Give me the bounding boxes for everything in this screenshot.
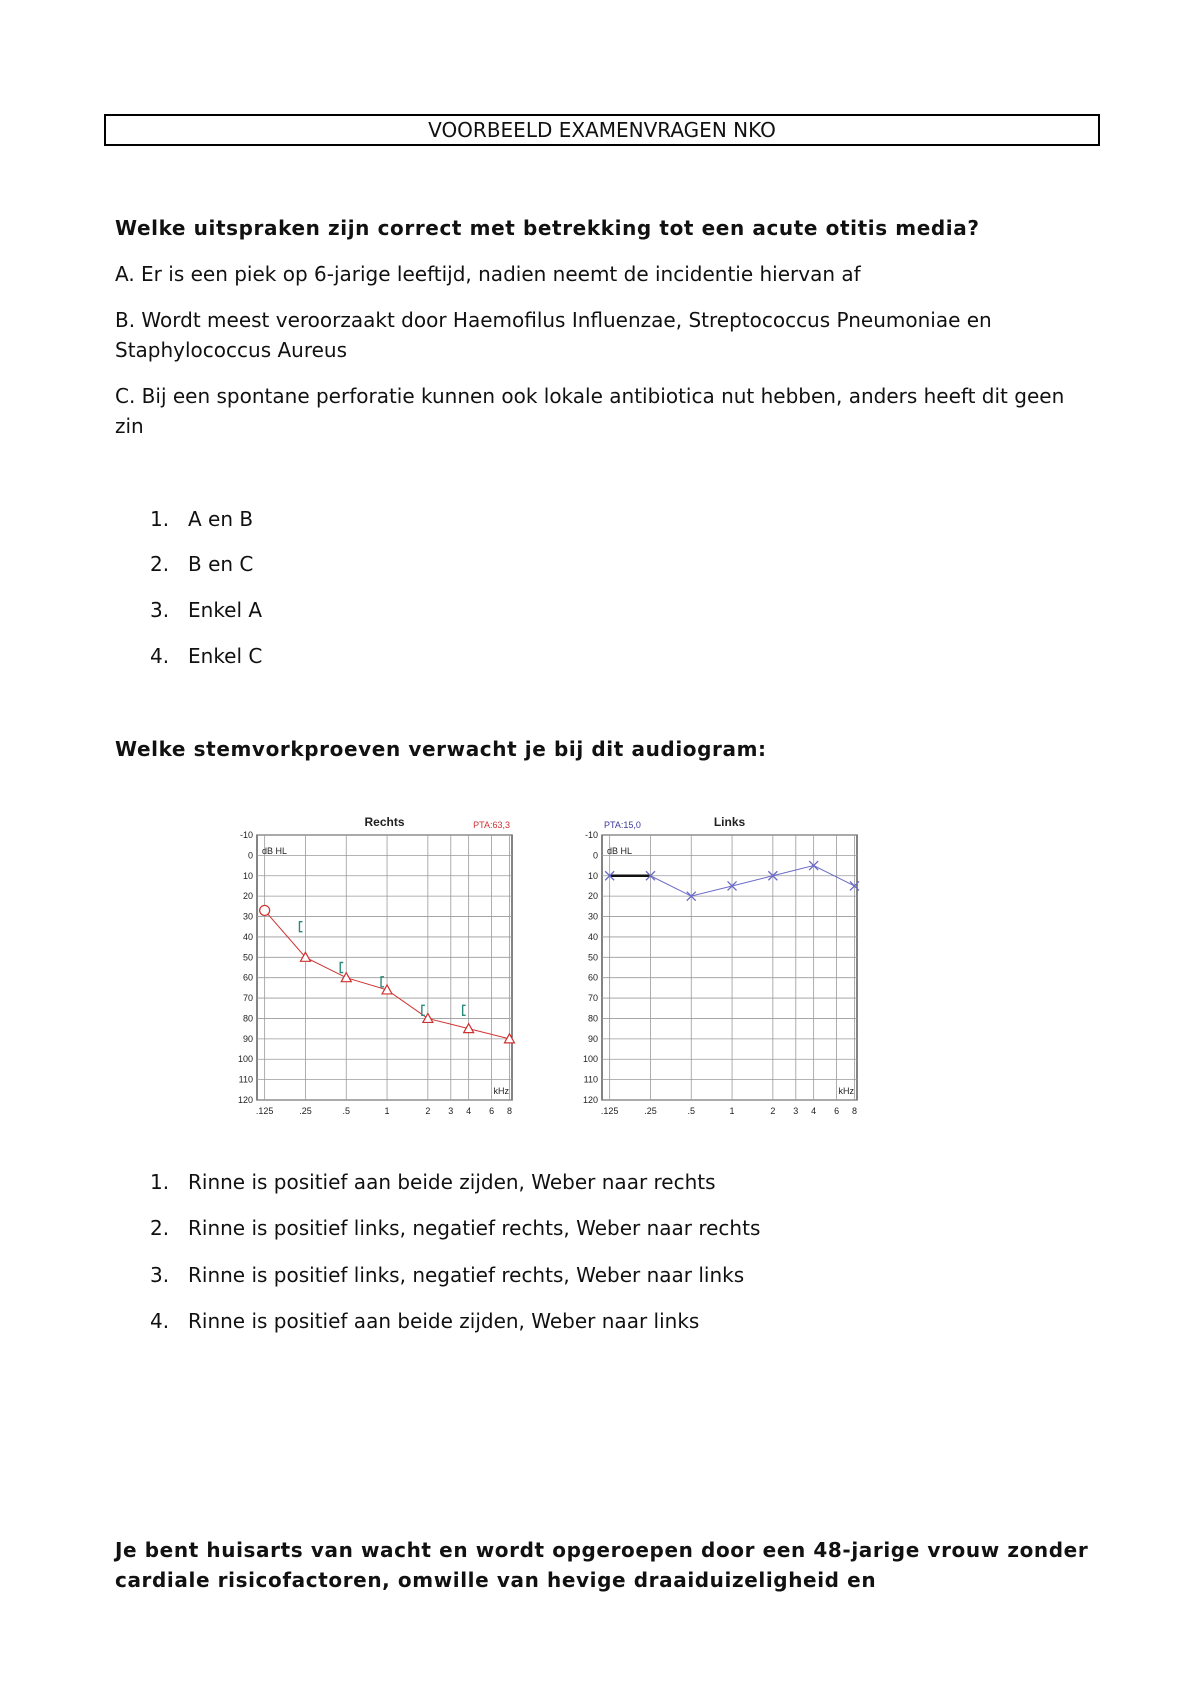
x-tick-label: .25 <box>299 1106 312 1116</box>
y-tick-label: 50 <box>242 952 253 963</box>
option-text: Enkel C <box>188 644 263 668</box>
x-tick-label: .125 <box>255 1106 274 1116</box>
q2-option-3 <box>150 1260 744 1290</box>
y-tick-label: 40 <box>242 931 253 942</box>
x-tick-label: .5 <box>342 1106 351 1116</box>
q2-option-2 <box>150 1213 760 1243</box>
audiogram-right-svg <box>225 810 525 1140</box>
y-tick-label: 100 <box>237 1054 253 1065</box>
y-tick-label: 30 <box>242 911 253 922</box>
x-tick-label: .25 <box>644 1106 657 1116</box>
option-number: 2. <box>150 552 170 576</box>
bone-conduction-point <box>381 977 384 987</box>
y-tick-label: 90 <box>587 1033 598 1044</box>
option-number: 4. <box>150 644 170 668</box>
statement-c: C. Bij een spontane perforatie kunnen ook lokale antibiotica nut hebben, anders heeft dit geen zin <box>115 384 1065 438</box>
y-tick-label: 60 <box>242 972 253 983</box>
x-tick-label: 1 <box>729 1106 735 1116</box>
y-tick-label: 120 <box>237 1095 253 1105</box>
y-tick-label: 90 <box>242 1033 253 1044</box>
y-tick-label: 70 <box>242 993 253 1004</box>
x-tick-label: 1 <box>384 1106 390 1116</box>
option-text: Rinne is positief aan beide zijden, Weber naar links <box>188 1309 700 1333</box>
x-tick-label: 4 <box>811 1106 817 1116</box>
y-tick-label: 20 <box>242 891 253 902</box>
x-tick-label: .125 <box>600 1106 619 1116</box>
y-tick-label: 70 <box>587 993 598 1004</box>
y-tick-label: 120 <box>582 1095 598 1105</box>
bone-conduction-point <box>340 963 343 973</box>
y-axis-label: dB HL <box>262 846 288 856</box>
option-text: B en C <box>188 552 254 576</box>
bone-conduction-point <box>422 1005 425 1015</box>
option-text: Enkel A <box>188 598 263 622</box>
q1-option-4 <box>150 641 262 671</box>
option-number: 4. <box>150 1309 170 1333</box>
option-number: 1. <box>150 1170 170 1194</box>
chart-title: Rechts <box>364 815 405 829</box>
option-number: 1. <box>150 507 170 531</box>
y-tick-label: 10 <box>587 870 598 881</box>
x-tick-label: 4 <box>466 1106 472 1116</box>
y-tick-label: 20 <box>587 891 598 902</box>
y-tick-label: 60 <box>587 972 598 983</box>
y-tick-label: 110 <box>238 1074 253 1085</box>
x-tick-label: 8 <box>851 1106 857 1116</box>
bone-conduction-point <box>463 1005 466 1015</box>
y-tick-label: -10 <box>584 830 598 840</box>
option-text: Rinne is positief links, negatief rechts, Weber naar rechts <box>188 1216 761 1240</box>
x-tick-label: 6 <box>834 1106 840 1116</box>
question-3: Je bent huisarts van wacht en wordt opgeroepen door een 48-jarige vrouw zonder cardiale risicofactoren, omwille van hevige draaiduizeligheid en <box>115 1538 1089 1592</box>
option-text: Rinne is positief aan beide zijden, Weber naar rechts <box>188 1170 716 1194</box>
q1-option-3 <box>150 595 262 625</box>
y-tick-label: 0 <box>247 850 253 861</box>
question-1: Welke uitspraken zijn correct met betrekking tot een acute otitis media? <box>115 216 980 240</box>
x-axis-label: kHz <box>493 1086 509 1096</box>
plot-frame <box>257 835 512 1100</box>
q2-option-1 <box>150 1167 716 1197</box>
q1-option-2 <box>150 549 253 579</box>
y-tick-label: 50 <box>587 952 598 963</box>
page-title <box>104 114 1100 146</box>
y-tick-label: 30 <box>587 911 598 922</box>
y-tick-label: 40 <box>587 931 598 942</box>
bone-conduction-point <box>299 922 302 932</box>
y-tick-label: 10 <box>242 870 253 881</box>
y-tick-label: 100 <box>582 1054 598 1065</box>
question-2: Welke stemvorkproeven verwacht je bij dit audiogram: <box>115 737 767 761</box>
pta-label: PTA:15,0 <box>604 820 641 830</box>
y-tick-label: 80 <box>242 1013 253 1024</box>
y-axis-label: dB HL <box>607 846 633 856</box>
x-axis-label: kHz <box>838 1086 854 1096</box>
option-text: A en B <box>188 507 254 531</box>
x-tick-label: 3 <box>793 1106 799 1116</box>
page-title-text: VOORBEELD EXAMENVRAGEN NKO <box>428 118 776 142</box>
statement-a: A. Er is een piek op 6-jarige leeftijd, nadien neemt de incidentie hiervan af <box>115 262 861 286</box>
x-tick-label: 2 <box>770 1106 776 1116</box>
pta-label: PTA:63,3 <box>473 820 510 830</box>
x-tick-label: 8 <box>506 1106 512 1116</box>
y-tick-label: 80 <box>587 1013 598 1024</box>
option-number: 2. <box>150 1216 170 1240</box>
audiogram-left <box>570 810 870 1146</box>
chart-title: Links <box>713 815 746 829</box>
data-point <box>260 905 270 915</box>
audiogram-left-svg <box>570 810 870 1140</box>
y-tick-label: -10 <box>239 830 253 840</box>
option-text: Rinne is positief links, negatief rechts, Weber naar links <box>188 1263 745 1287</box>
option-number: 3. <box>150 598 170 622</box>
y-tick-label: 110 <box>583 1074 598 1085</box>
audiogram-right <box>225 810 525 1146</box>
q2-option-4 <box>150 1306 699 1336</box>
option-number: 3. <box>150 1263 170 1287</box>
x-tick-label: 6 <box>489 1106 495 1116</box>
statement-b: B. Wordt meest veroorzaakt door Haemofilus Influenzae, Streptococcus Pneumoniae en Staphylococcus Aureus <box>115 308 992 362</box>
x-tick-label: .5 <box>687 1106 696 1116</box>
x-tick-label: 3 <box>448 1106 454 1116</box>
x-tick-label: 2 <box>425 1106 431 1116</box>
q1-option-1 <box>150 504 253 534</box>
data-point <box>341 973 351 982</box>
y-tick-label: 0 <box>592 850 598 861</box>
